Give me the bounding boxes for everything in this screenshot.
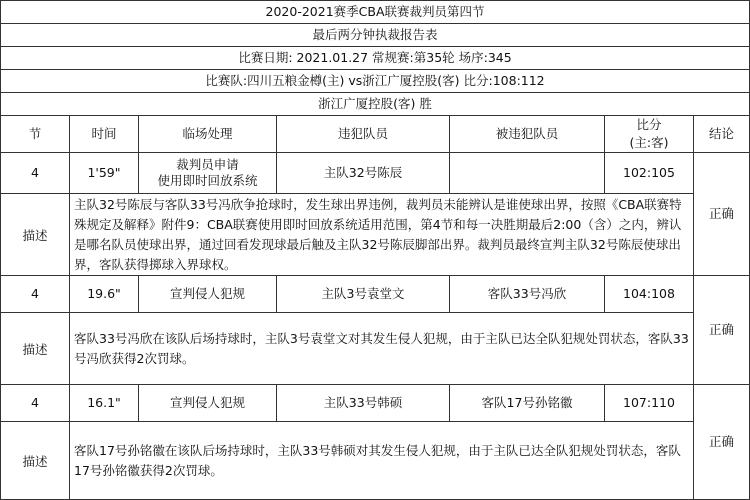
event-score: 102:105 bbox=[605, 153, 694, 194]
report-subtitle: 最后两分钟执裁报告表 bbox=[1, 24, 750, 47]
description-label: 描述 bbox=[1, 422, 70, 500]
event-call: 宣判侵人犯规 bbox=[139, 276, 277, 313]
col-offended: 被违犯队员 bbox=[450, 116, 605, 153]
col-verdict: 结论 bbox=[694, 116, 750, 153]
event-row bbox=[1, 385, 750, 422]
col-call: 临场处理 bbox=[139, 116, 277, 153]
event-description: 主队32号陈辰与客队33号冯欣争抢球时，发生球出界违例，裁判员未能辨认是谁使球出界，按照《CBA联赛特殊规定及解释》附件9：CBA联赛使用即时回放系统适用范围，第4节和每一决胜期最后2:00（含）之内，辨认是哪名队员使球出界，通过回看发现球最后触及主队32号陈辰脚部出界。裁判员最终宣判主队32号陈辰使球出界，客队获得掷球入界球权。 bbox=[70, 194, 694, 276]
event-time: 1'59" bbox=[70, 153, 139, 194]
event-offender: 主队3号袁堂文 bbox=[277, 276, 450, 313]
event-offended bbox=[450, 153, 605, 194]
description-label: 描述 bbox=[1, 194, 70, 276]
event-period: 4 bbox=[1, 153, 70, 194]
event-time: 16.1" bbox=[70, 385, 139, 422]
event-verdict: 正确 bbox=[694, 153, 750, 276]
col-offender: 违犯队员 bbox=[277, 116, 450, 153]
event-description-row bbox=[1, 194, 750, 276]
match-info: 比赛日期: 2021.01.27 常规赛:第35轮 场序:345 bbox=[1, 47, 750, 70]
event-time: 19.6" bbox=[70, 276, 139, 313]
column-header-row bbox=[1, 116, 750, 153]
event-verdict: 正确 bbox=[694, 276, 750, 385]
col-time: 时间 bbox=[70, 116, 139, 153]
event-description-row bbox=[1, 313, 750, 385]
report-title: 2020-2021赛季CBA联赛裁判员第四节 bbox=[1, 1, 750, 24]
event-period: 4 bbox=[1, 385, 70, 422]
col-period: 节 bbox=[1, 116, 70, 153]
event-period: 4 bbox=[1, 276, 70, 313]
event-offended: 客队17号孙铭徽 bbox=[450, 385, 605, 422]
match-winner: 浙江广厦控股(客) 胜 bbox=[1, 93, 750, 116]
event-score: 107:110 bbox=[605, 385, 694, 422]
event-row bbox=[1, 276, 750, 313]
event-offended: 客队33号冯欣 bbox=[450, 276, 605, 313]
col-score: 比分 (主:客) bbox=[605, 116, 694, 153]
event-description: 客队17号孙铭徽在该队后场持球时，主队33号韩硕对其发生侵人犯规，由于主队已达全队犯规处罚状态，客队17号孙铭徽获得2次罚球。 bbox=[70, 422, 694, 500]
event-offender: 主队33号韩硕 bbox=[277, 385, 450, 422]
event-score: 104:108 bbox=[605, 276, 694, 313]
teams-score: 比赛队:四川五粮金樽(主) vs浙江广厦控股(客) 比分:108:112 bbox=[1, 70, 750, 93]
event-call: 宣判侵人犯规 bbox=[139, 385, 277, 422]
event-offender: 主队32号陈辰 bbox=[277, 153, 450, 194]
event-description: 客队33号冯欣在该队后场持球时，主队3号袁堂文对其发生侵人犯规，由于主队已达全队犯规处罚状态，客队33号冯欣获得2次罚球。 bbox=[70, 313, 694, 385]
event-row bbox=[1, 153, 750, 194]
event-verdict: 正确 bbox=[694, 385, 750, 500]
description-label: 描述 bbox=[1, 313, 70, 385]
event-call: 裁判员申请 使用即时回放系统 bbox=[139, 153, 277, 194]
event-description-row bbox=[1, 422, 750, 500]
